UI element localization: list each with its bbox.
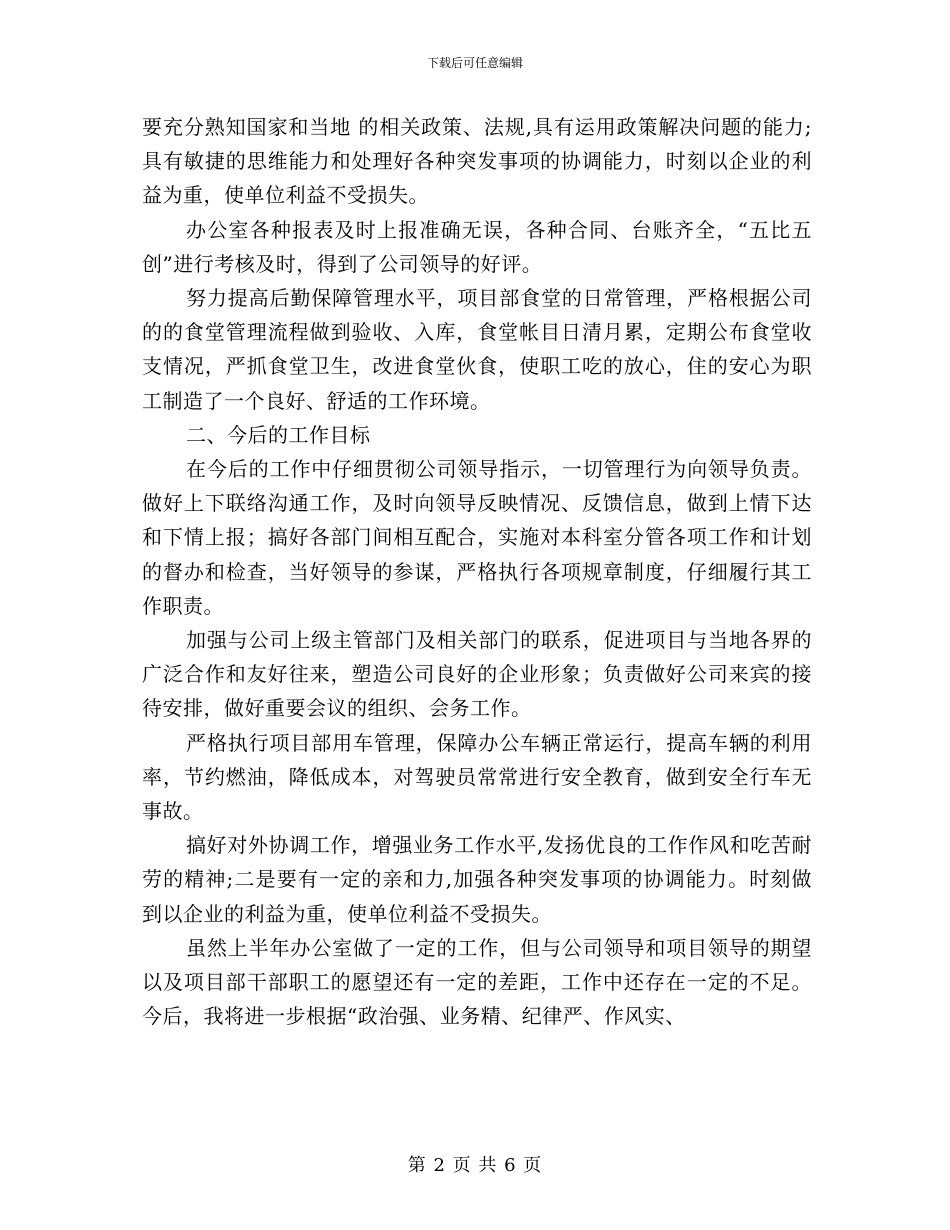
document-body (142, 110, 812, 1033)
paragraph-3: 努力提高后勤保障管理水平，项目部食堂的日常管理，严格根据公司的的食堂管理流程做到验收、入库，食堂帐目日清月累，定期公布食堂收支情况，严抓食堂卫生，改进食堂伙食，使职工吃的放心，住的安心为职工制造了一个良好、舒适的工作环境。 (142, 286, 812, 413)
paragraph-9: 虽然上半年办公室做了一定的工作，但与公司领导和项目领导的期望以及项目部干部职工的愿望还有一定的差距，工作中还存在一定的不足。今后，我将进一步根据“政治强、业务精、纪律严、作风实、 (142, 935, 812, 1029)
paragraph-2: 办公室各种报表及时上报准确无误，各种合同、台账齐全，“五比五创”进行考核及时，得到了公司领导的好评。 (142, 217, 812, 276)
page-header: 下载后可任意编辑 (426, 56, 523, 70)
paragraph-5: 在今后的工作中仔细贯彻公司领导指示，一切管理行为向领导负责。做好上下联络沟通工作，及时向领导反映情况、反馈信息，做到上情下达和下情上报；搞好各部门间相互配合，实施对本科室分管各项工作和计划的督办和检查，当好领导的参谋，严格执行各项规章制度，仔细履行其工作职责。 (142, 457, 812, 618)
section-heading: 二、今后的工作目标 (186, 422, 371, 447)
page-footer: 第 2 页 共 6 页 (407, 1155, 543, 1176)
paragraph-6: 加强与公司上级主管部门及相关部门的联系，促进项目与当地各界的广泛合作和友好往来，塑造公司良好的企业形象；负责做好公司来宾的接待安排，做好重要会议的组织、会务工作。 (142, 628, 812, 721)
paragraph-8: 搞好对外协调工作，增强业务工作水平,发扬优良的工作作风和吃苦耐劳的精神;二是要有一定的亲和力,加强各种突发事项的协调能力。时刻做到以企业的利益为重，使单位利益不受损失。 (142, 833, 812, 926)
paragraph-7: 严格执行项目部用车管理，保障办公车辆正常运行，提高车辆的利用率，节约燃油，降低成本，对驾驶员常常进行安全教育，做到安全行车无事故。 (142, 730, 812, 824)
paragraph-1: 要充分熟知国家和当地 的相关政策、法规,具有运用政策解决问题的能力;具有敏捷的思维能力和处理好各种突发事项的协调能力，时刻以企业的利益为重，使单位利益不受损失。 (142, 115, 812, 208)
